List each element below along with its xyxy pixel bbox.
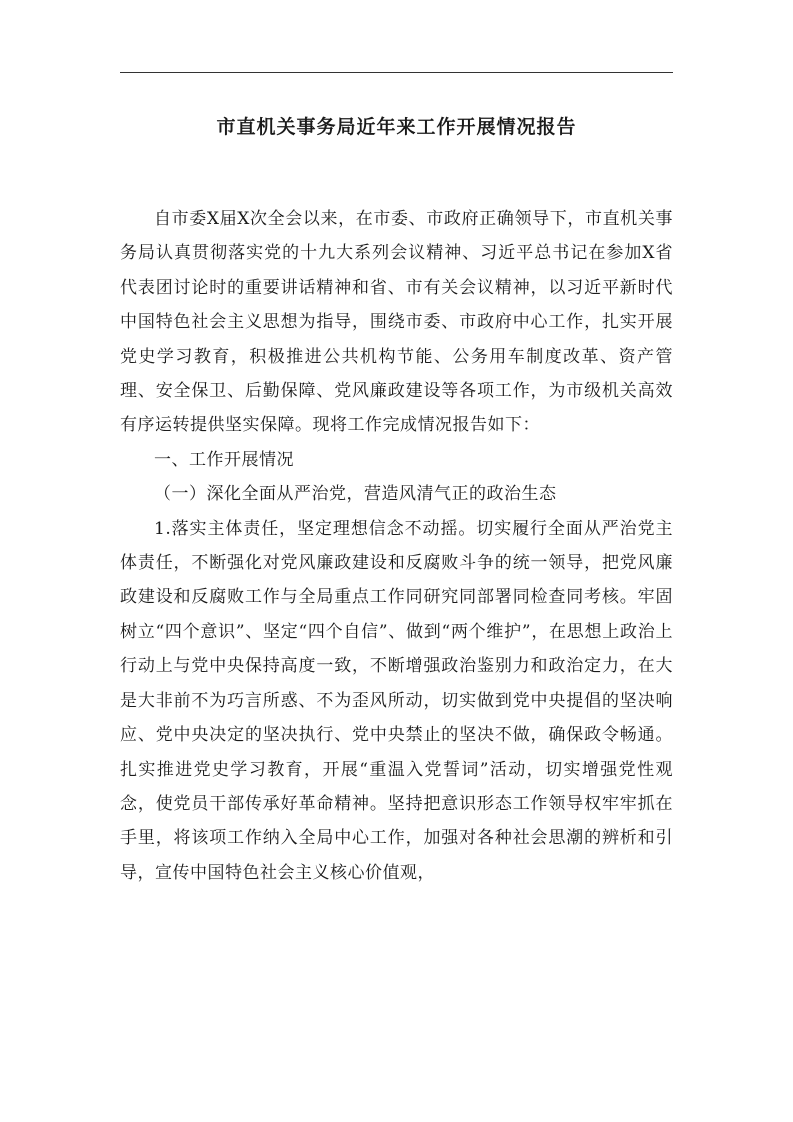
document-title: 市直机关事务局近年来工作开展情况报告 — [216, 116, 577, 138]
paragraph-item-1: 1.落实主体责任，坚定理想信念不动摇。切实履行全面从严治党主体责任，不断强化对党风廉政建设和反腐败斗争的统一领导，把党风廉政建设和反腐败工作与全局重点工作同研究同部署同检查同考核。牢固树立“四个意识”、坚定“四个自信”、做到“两个维护”，在思想上政治上行动上与党中央保持高度一致，不断增强政治鉴别力和政治定力，在大是大非前不为巧言所惑、不为歪风所动，切实做到党中央提倡的坚决响应、党中央决定的坚决执行、党中央禁止的坚决不做，确保政令畅通。扎实推进党史学习教育，开展“重温入党誓词”活动，切实增强党性观念，使党员干部传承好革命精神。坚持把意识形态工作领导权牢牢抓在手里，将该项工作纳入全局中心工作，加强对各种社会思潮的辨析和引导，宣传中国特色社会主义核心价值观， — [120, 518, 673, 883]
header-rule — [120, 72, 673, 73]
document-body — [120, 202, 673, 890]
paragraph-intro: 自市委X届X次全会以来，在市委、市政府正确领导下，市直机关事务局认真贯彻落实党的十九大系列会议精神、习近平总书记在参加X省代表团讨论时的重要讲话精神和省、市有关会议精神，以习近平新时代中国特色社会主义思想为指导，围绕市委、市政府中心工作，扎实开展党史学习教育，积极推进公共机构节能、公务用车制度改革、资产管理、安全保卫、后勤保障、党风廉政建设等各项工作，为市级机关高效有序运转提供坚实保障。现将工作完成情况报告如下： — [120, 209, 673, 436]
subsection-heading-1: （一）深化全面从严治党，营造风清气正的政治生态 — [154, 484, 557, 505]
section-heading-1: 一、工作开展情况 — [154, 449, 294, 470]
